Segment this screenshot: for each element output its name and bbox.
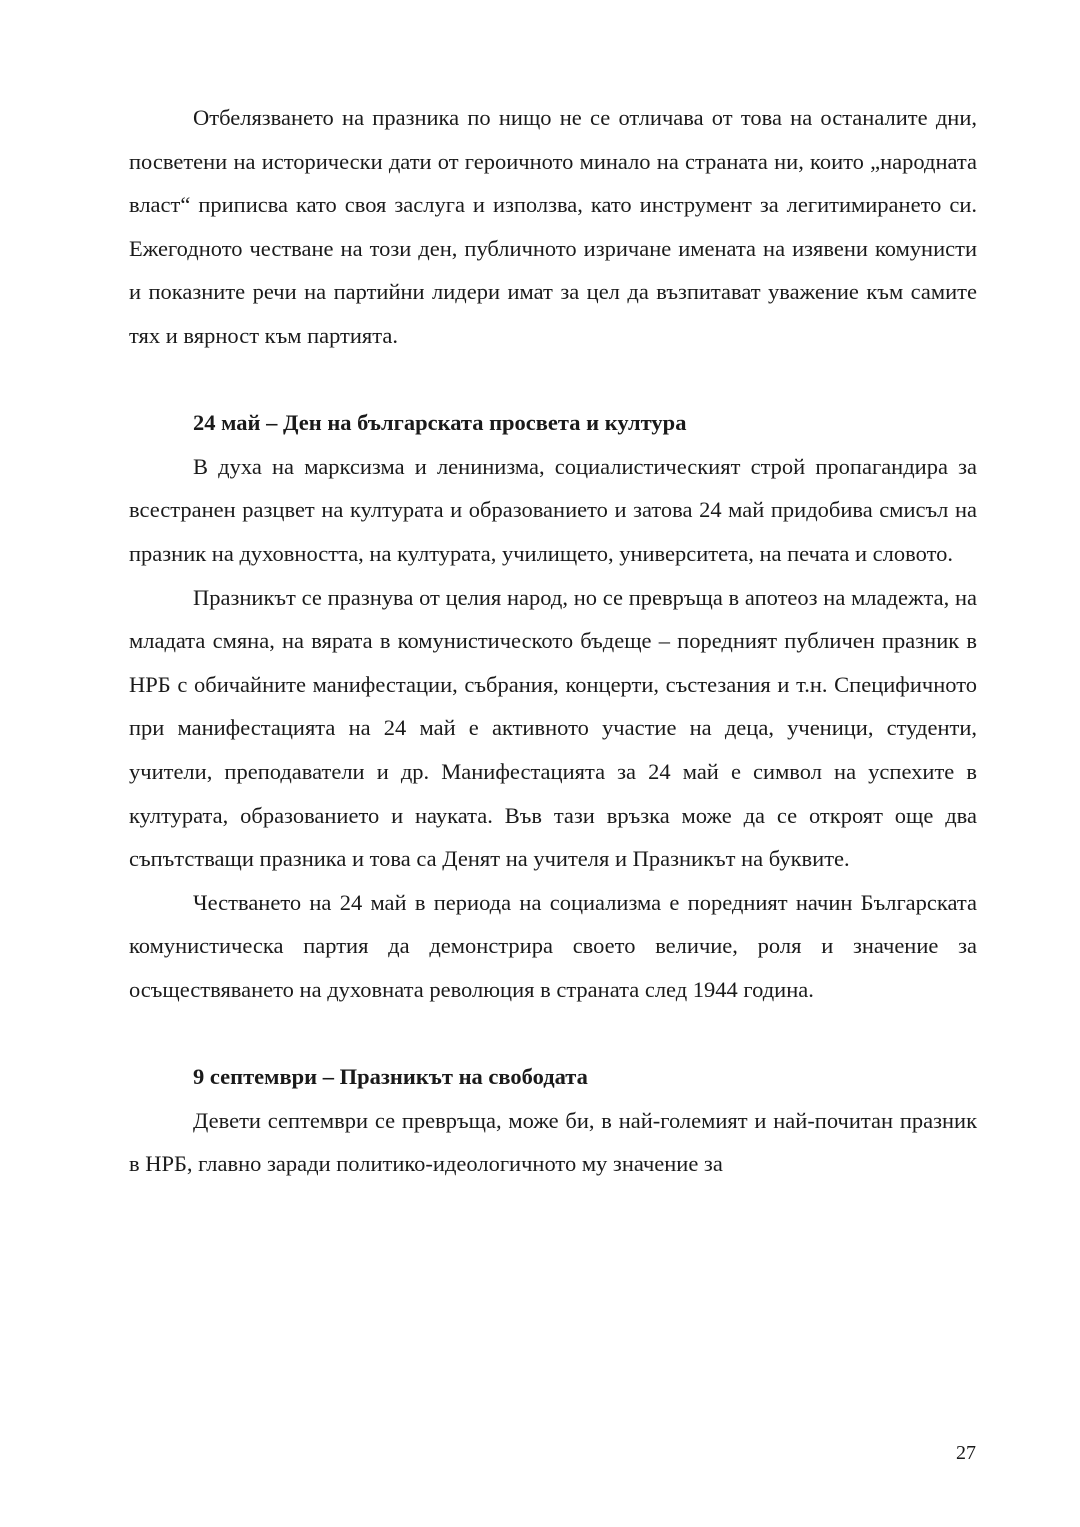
paragraph: В духа на марксизма и ленинизма, социалистическият строй пропагандира за всестранен разцвет на културата и образованието и затова 24 май придобива смисъл на празник на духовността, на културата, училището, университета, на печата и словото.: [129, 453, 977, 566]
paragraph: Честването на 24 май в периода на социализма е поредният начин Българската комунистическа партия да демонстрира своето величие, роля и значение за осъществяването на духовната революция в страната след 1944 година.: [129, 889, 977, 1002]
page-number: 27: [956, 1442, 976, 1464]
paragraph: Отбелязването на празника по нищо не се отличава от това на останалите дни, посветени на исторически дати от героичното минало на страната ни, които „народната власт“ приписва като своя заслуга и използва, като инструмент за легитимирането си. Ежегодното честване на този ден, публичното изричане имената на изявени комунисти и показните речи на партийни лидери имат за цел да възпитават уважение към самите тях и вярност към партията.: [129, 105, 977, 348]
paragraph: Празникът се празнува от целия народ, но се превръща в апотеоз на младежта, на младата смяна, на вярата в комунистическото бъдеще – поредният публичен празник в НРБ с обичайните манифестации, събрания, концерти, състезания и т.н. Специфичното при манифестацията на 24 май е активното участие на деца, ученици, студенти, учители, преподаватели и др. Манифестацията за 24 май е символ на успехите в културата, образованието и науката. Във тази връзка може да се откроят още два съпътстващи празника и това са Денят на учителя и Празникът на буквите.: [129, 584, 977, 872]
section-spacer: [129, 358, 977, 402]
page-body: [129, 96, 977, 1186]
paragraph: Девети септември се превръща, може би, в най-големият и най-почитан празник в НРБ, главно заради политико-идеологичното му значение за: [129, 1107, 977, 1177]
section-heading: 9 септември – Празникът на свободата: [193, 1064, 588, 1090]
section-heading: 24 май – Ден на българската просвета и култура: [193, 410, 687, 436]
section-spacer: [129, 1011, 977, 1055]
